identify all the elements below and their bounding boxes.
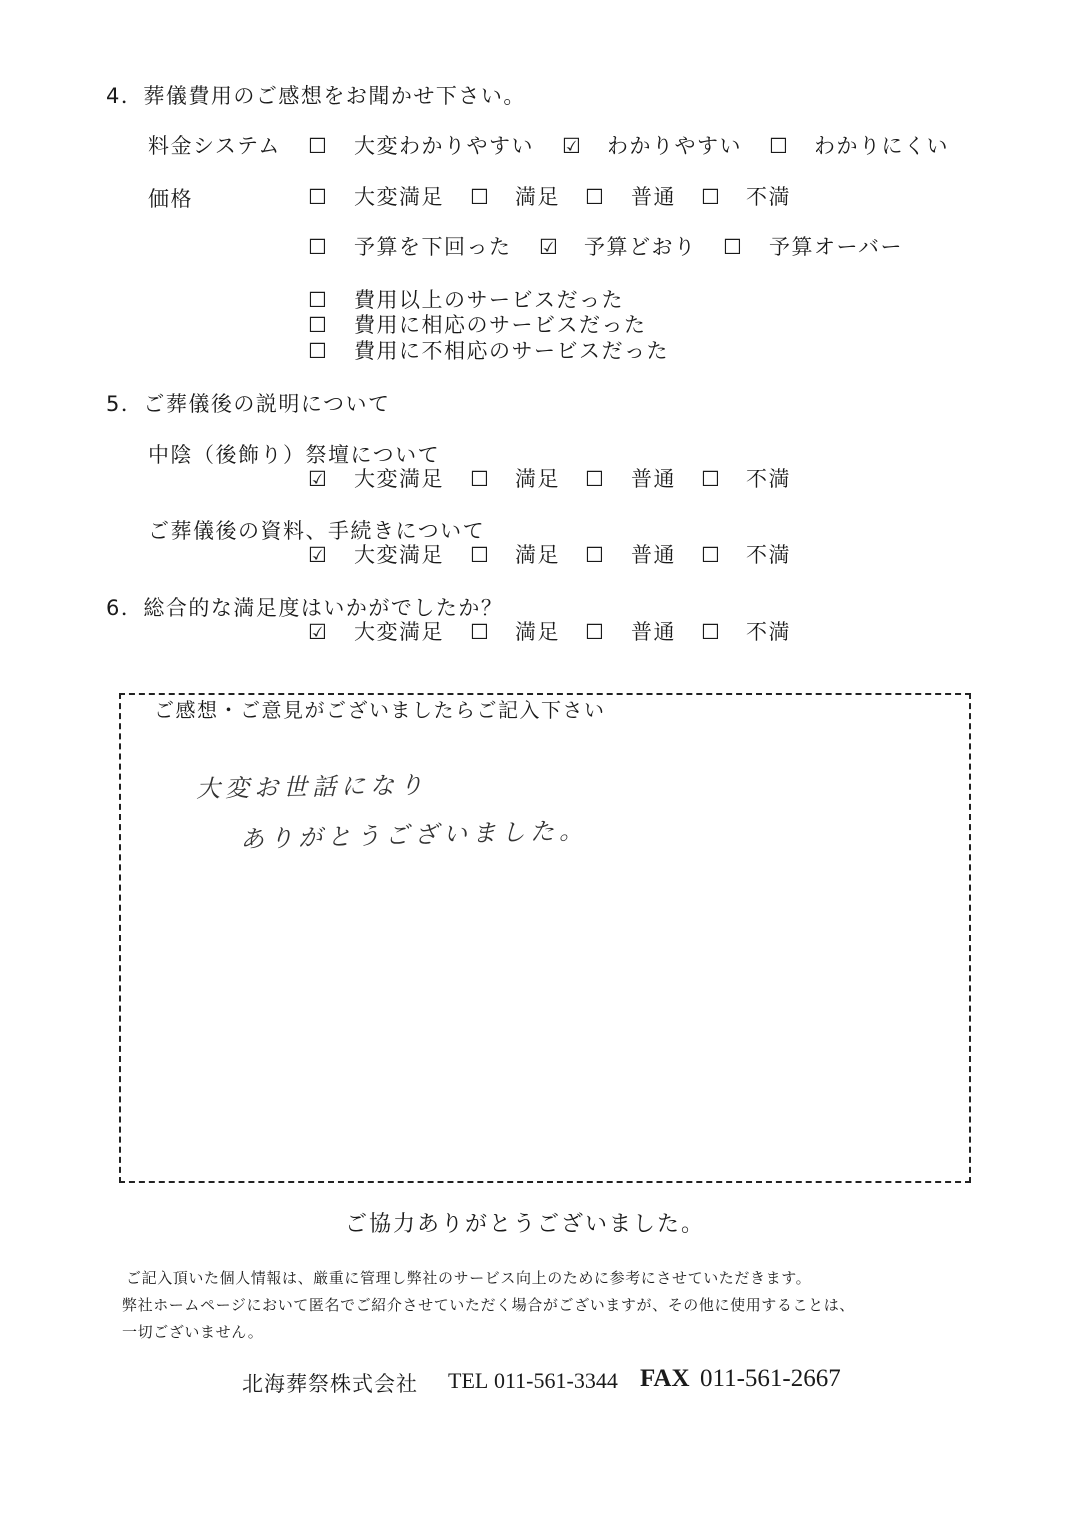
docs-label: ご葬儀後の資料、手続きについて: [148, 519, 486, 543]
overall-checkbox-4[interactable]: ☐: [701, 620, 720, 644]
price-option-4: 不満: [746, 185, 791, 209]
q6-title: 6．総合的な満足度はいかがでしたか？: [106, 596, 504, 620]
docs-checkbox-4[interactable]: ☐: [701, 543, 720, 567]
price-option-2: 満足: [515, 185, 560, 209]
privacy-notice-line-2: 弊社ホームページにおいて匿名でご紹介させていただく場合がございますが、その他に使用することは、: [122, 1296, 855, 1314]
fee-system-checkbox-2[interactable]: ☑: [562, 134, 581, 158]
overall-option-2: 満足: [515, 620, 560, 644]
budget-checkbox-1[interactable]: ☐: [308, 235, 327, 259]
service-value-checkbox-3[interactable]: ☐: [308, 339, 327, 363]
overall-checkbox-1[interactable]: ☑: [308, 620, 327, 644]
budget-option-2: 予算どおり: [584, 235, 697, 259]
privacy-notice-line-3: 一切ございません。: [122, 1323, 264, 1341]
fee-system-option-1: 大変わかりやすい: [354, 134, 534, 158]
comments-box[interactable]: [119, 693, 971, 1183]
fee-system-option-2: わかりやすい: [607, 134, 742, 158]
price-checkbox-1[interactable]: ☐: [308, 185, 327, 209]
docs-checkbox-3[interactable]: ☐: [585, 543, 604, 567]
altar-checkbox-4[interactable]: ☐: [701, 467, 720, 491]
overall-option-1: 大変満足: [354, 620, 444, 644]
price-checkbox-2[interactable]: ☐: [470, 185, 489, 209]
budget-option-3: 予算オーバー: [769, 235, 903, 259]
altar-option-4: 不満: [746, 467, 791, 491]
price-option-3: 普通: [631, 185, 676, 209]
price-checkbox-3[interactable]: ☐: [585, 185, 604, 209]
fee-system-checkbox-3[interactable]: ☐: [769, 134, 788, 158]
altar-option-3: 普通: [631, 467, 676, 491]
service-value-option-3: 費用に不相応のサービスだった: [354, 339, 669, 363]
thanks-message: ご協力ありがとうございました。: [345, 1212, 706, 1237]
fee-system-option-3: わかりにくい: [814, 134, 949, 158]
service-value-option-1: 費用以上のサービスだった: [354, 288, 624, 312]
altar-label: 中陰（後飾り）祭壇について: [148, 443, 441, 467]
price-label: 価格: [148, 187, 193, 211]
handwritten-comment-line-2: ありがとうございました。: [239, 816, 589, 854]
q5-title: 5．ご葬儀後の説明について: [106, 392, 391, 416]
fax-label: FAX: [640, 1365, 690, 1392]
privacy-notice-line-1: ご記入頂いた個人情報は、厳重に管理し弊社のサービス向上のために参考にさせていただきます。: [126, 1269, 812, 1287]
q4-title: 4．葬儀費用のご感想をお聞かせ下さい。: [106, 84, 526, 108]
company-name: 北海葬祭株式会社: [242, 1372, 418, 1396]
altar-option-2: 満足: [515, 467, 560, 491]
budget-option-1: 予算を下回った: [354, 235, 512, 259]
fee-system-checkbox-1[interactable]: ☐: [308, 134, 327, 158]
docs-option-2: 満足: [515, 543, 560, 567]
price-checkbox-4[interactable]: ☐: [701, 185, 720, 209]
overall-option-4: 不満: [746, 620, 791, 644]
budget-checkbox-2[interactable]: ☑: [539, 235, 558, 259]
altar-option-1: 大変満足: [354, 467, 444, 491]
docs-checkbox-2[interactable]: ☐: [470, 543, 489, 567]
fee-system-label: 料金システム: [148, 134, 281, 158]
docs-option-1: 大変満足: [354, 543, 444, 567]
altar-checkbox-1[interactable]: ☑: [308, 467, 327, 491]
tel-number: 011-561-3344: [494, 1368, 618, 1393]
price-option-1: 大変満足: [354, 185, 444, 209]
service-value-option-2: 費用に相応のサービスだった: [354, 313, 647, 337]
altar-checkbox-2[interactable]: ☐: [470, 467, 489, 491]
handwritten-comment-line-1: 大変お世話になり: [195, 770, 429, 804]
overall-option-3: 普通: [631, 620, 676, 644]
comments-label: ご感想・ご意見がございましたらご記入下さい: [150, 697, 610, 723]
service-value-checkbox-2[interactable]: ☐: [308, 313, 327, 337]
overall-checkbox-3[interactable]: ☐: [585, 620, 604, 644]
docs-option-3: 普通: [631, 543, 676, 567]
budget-checkbox-3[interactable]: ☐: [723, 235, 742, 259]
docs-option-4: 不満: [746, 543, 791, 567]
altar-checkbox-3[interactable]: ☐: [585, 467, 604, 491]
fax-number: 011-561-2667: [700, 1365, 841, 1392]
overall-checkbox-2[interactable]: ☐: [470, 620, 489, 644]
service-value-checkbox-1[interactable]: ☐: [308, 288, 327, 312]
tel-label: TEL: [448, 1368, 489, 1393]
docs-checkbox-1[interactable]: ☑: [308, 543, 327, 567]
